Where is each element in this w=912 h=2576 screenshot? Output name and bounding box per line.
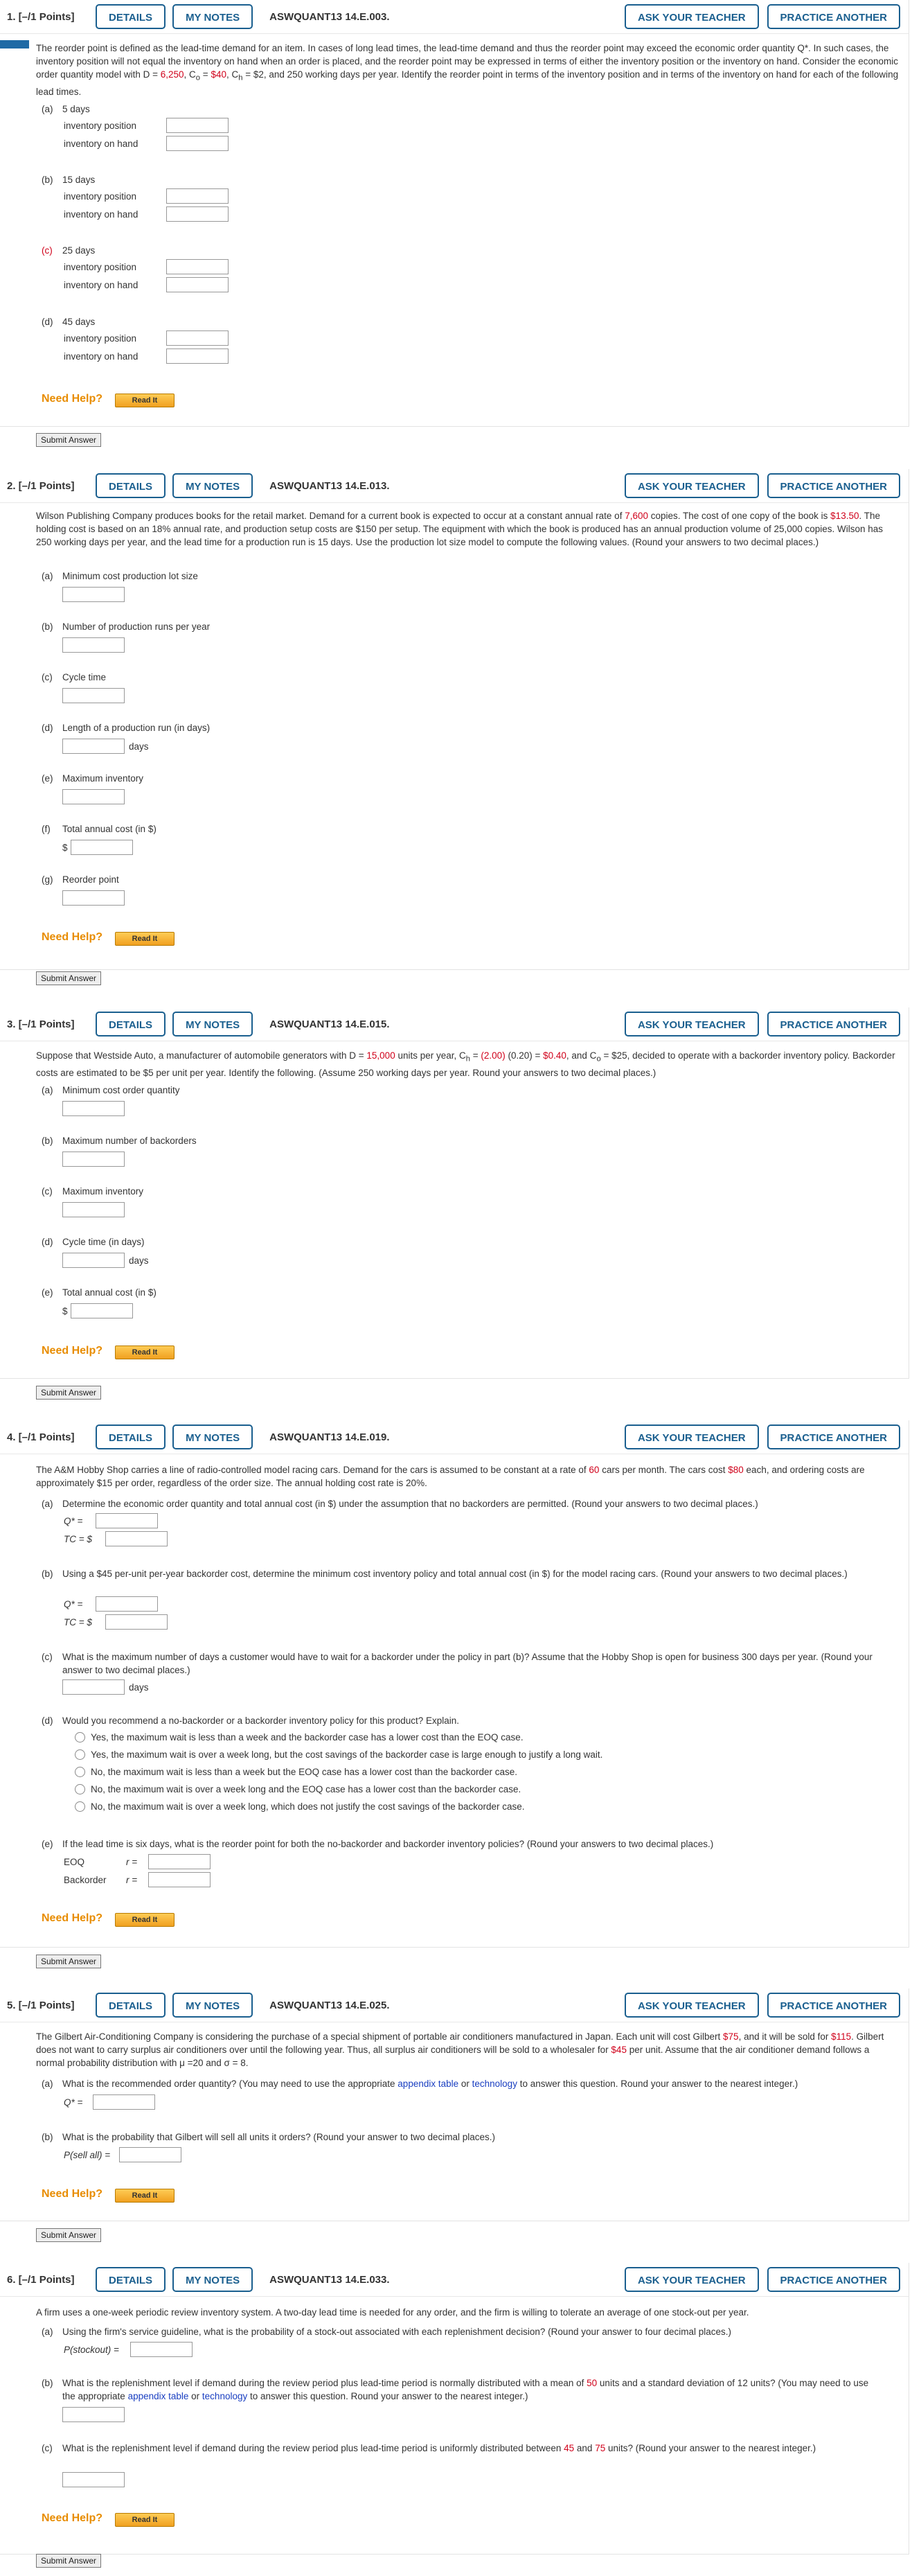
part-b (42, 2131, 881, 2144)
part-b (42, 1134, 881, 1147)
run-length-row (62, 739, 149, 754)
part-d (42, 315, 881, 328)
backorder-reorder-row (64, 1872, 211, 1887)
max-backorders-input[interactable] (62, 1152, 125, 1167)
value-salvage: $45 (611, 2045, 627, 2055)
stem-text: . Gilbert does not want to carry surplus air conditioners over until the following year. Thus, all surplus air conditioners will be sold to a wholesaler for (36, 2031, 884, 2055)
eoq-reorder-input[interactable] (148, 1854, 211, 1869)
question-header (0, 1420, 909, 1454)
part-text: Minimum cost order quantity (62, 1085, 180, 1095)
field-label: inventory on hand (64, 279, 138, 290)
practice-another-button[interactable]: PRACTICE ANOTHER (767, 1993, 900, 2018)
question-id: ASWQUANT13 14.E.033. (269, 2273, 390, 2286)
question-id: ASWQUANT13 14.E.019. (269, 1431, 390, 1443)
appendix-table-link[interactable]: appendix table (397, 2079, 459, 2089)
inventory-position-row (64, 188, 229, 204)
details-button[interactable]: DETAILS (96, 1424, 166, 1449)
unit-label: days (129, 1682, 149, 1693)
question-header (0, 1988, 909, 2022)
total-cost-input[interactable] (105, 1614, 168, 1630)
field-label: inventory on hand (64, 209, 138, 220)
my-notes-button[interactable]: MY NOTES (172, 1012, 253, 1036)
qstar-row (64, 2094, 155, 2110)
total-cost-row (62, 1303, 133, 1318)
stem-text: A firm uses a one-week periodic review inventory system. A two-day lead time is needed for any order, and the firm is willing to tolerate an average of one stock-out per year. (36, 2307, 749, 2318)
ask-teacher-button[interactable]: ASK YOUR TEACHER (625, 473, 759, 498)
question-stem (36, 1463, 900, 1490)
part-label: (c) (42, 1186, 53, 1197)
answer-input[interactable] (166, 188, 229, 204)
part-a (42, 1084, 881, 1097)
part-text: If the lead time is six days, what is the reorder point for both the no-backorder and backorder inventory policies? (Round your answers to two decimal places.) (62, 1839, 714, 1849)
question-id: ASWQUANT13 14.E.025. (269, 1999, 390, 2011)
question-number: 4. [–/1 Points] (7, 1431, 75, 1443)
value-mean: 50 (587, 2378, 598, 2388)
stem-text: copies. The cost of one copy of the book is (648, 511, 831, 521)
details-button[interactable]: DETAILS (96, 1993, 166, 2018)
unit-label: days (129, 741, 149, 752)
inventory-on-hand-row (64, 206, 229, 222)
part-label: (b) (42, 2378, 53, 2388)
stem-text: each, and ordering costs are approximately $15 per order, regardless of the order size. The annual holding cost rate is 20%. (36, 1465, 865, 1488)
my-notes-button[interactable]: MY NOTES (172, 1993, 253, 2018)
part-text: Using the firm's service guideline, what is the probability of a stock-out associated with each replenishment decision? (Round your answer to four decimal places.) (62, 2327, 732, 2337)
stem-text: The A&M Hobby Shop carries a line of radio-controlled model racing cars. Demand for the cars is assumed to be constant at a rate of (36, 1465, 589, 1475)
submit-answer-button[interactable]: Submit Answer (36, 2554, 101, 2568)
part-label: (b) (42, 621, 53, 632)
inventory-on-hand-row (64, 136, 229, 151)
value-ch: (2.00) (481, 1050, 506, 1061)
submit-answer-button[interactable]: Submit Answer (36, 433, 101, 447)
part-text: What is the maximum number of days a customer would have to wait for a backorder under the policy in part (b)? Assume that the Hobby Shop is open for business 300 days per year. (Round your answer to two decimal places.) (62, 1652, 873, 1675)
stem-text: Suppose that Westside Auto, a manufacturer of automobile generators with D = (36, 1050, 367, 1061)
wait-days-row (62, 1679, 149, 1695)
question-3 (0, 1007, 909, 1379)
stem-text: Wilson Publishing Company produces books for the retail market. Demand for a current book is expected to occur at a constant annual rate of (36, 511, 625, 521)
my-notes-button[interactable]: MY NOTES (172, 1424, 253, 1449)
stem-text: , C (184, 69, 196, 80)
part-label: (c) (42, 1652, 53, 1662)
question-stem (36, 1049, 900, 1079)
stem-text: = (470, 1050, 481, 1061)
wait-days-input[interactable] (62, 1679, 125, 1695)
question-number: 1. [–/1 Points] (7, 10, 75, 23)
qstar-row (64, 1596, 158, 1612)
value-d: 6,250 (160, 69, 184, 80)
part-text: or (188, 2391, 202, 2401)
field-label: Q* = (64, 1515, 83, 1526)
part-label: (d) (42, 317, 53, 327)
read-it-button[interactable]: Read It (115, 1913, 175, 1927)
part-label: (b) (42, 1569, 53, 1579)
stem-text: (0.20) = (505, 1050, 544, 1061)
stem-text: , and it will be sold for (738, 2031, 832, 2042)
value-cost: $13.50 (830, 511, 859, 521)
question-number: 2. [–/1 Points] (7, 479, 75, 492)
radio-option[interactable] (75, 1749, 602, 1760)
part-label: (e) (42, 1839, 53, 1849)
value-rate: 7,600 (625, 511, 648, 521)
value-rate: 60 (589, 1465, 600, 1475)
pstockout-row (64, 2342, 193, 2357)
part-text: Maximum inventory (62, 1186, 144, 1197)
part-label: (e) (42, 1287, 53, 1298)
lot-size-input[interactable] (62, 587, 125, 602)
question-stem (36, 2306, 900, 2319)
part-e (42, 1286, 881, 1299)
tc-row (64, 1531, 168, 1546)
part-text: Minimum cost production lot size (62, 571, 198, 581)
part-c (42, 2442, 881, 2455)
subscript: o (596, 1055, 601, 1064)
part-b (42, 1567, 881, 1580)
part-label: (b) (42, 175, 53, 185)
my-notes-button[interactable]: MY NOTES (172, 2267, 253, 2292)
part-label: (a) (42, 2327, 53, 2337)
answer-input[interactable] (166, 259, 229, 274)
part-label: (c) (42, 2443, 53, 2453)
part-label: (a) (42, 1499, 53, 1509)
details-button[interactable]: DETAILS (96, 473, 166, 498)
stem-text: = $25, decided to operate with a backorder inventory policy. Backorder costs are estimated to be $5 per unit per year. Identify the following. (Assume 250 working days per year. Round your answers to two decimal places.) (36, 1050, 895, 1078)
run-length-input[interactable] (62, 739, 125, 754)
stem-text: , C (226, 69, 239, 80)
submit-answer-button[interactable]: Submit Answer (36, 1955, 101, 1968)
appendix-table-link[interactable]: appendix table (127, 2391, 189, 2401)
part-text: Number of production runs per year (62, 621, 211, 632)
stem-text: per unit. Assume that the air conditioner demand follows a normal probability distribution with μ =20 and σ = 8. (36, 2045, 870, 2068)
max-inventory-input[interactable] (62, 1202, 125, 1217)
need-help-label: Need Help? (42, 1345, 103, 1357)
probability-input[interactable] (119, 2147, 181, 2162)
subscript: h (238, 73, 243, 82)
value-co: $40 (211, 69, 226, 80)
question-number: 3. [–/1 Points] (7, 1018, 75, 1030)
question-header (0, 469, 909, 503)
part-text: Length of a production run (in days) (62, 723, 211, 733)
ask-teacher-button[interactable]: ASK YOUR TEACHER (625, 2267, 759, 2292)
practice-another-button[interactable]: PRACTICE ANOTHER (767, 1012, 900, 1036)
question-number: 6. [–/1 Points] (7, 2273, 75, 2286)
cycle-time-input[interactable] (62, 688, 125, 703)
part-c (42, 671, 881, 684)
ask-teacher-button[interactable]: ASK YOUR TEACHER (625, 4, 759, 29)
subscript: h (465, 1055, 471, 1064)
eoq-reorder-row (64, 1854, 211, 1869)
value-low: 45 (564, 2443, 575, 2453)
cycle-time-input[interactable] (62, 1253, 125, 1268)
question-2 (0, 469, 909, 970)
part-label: (d) (42, 723, 53, 733)
part-label: (f) (42, 824, 51, 834)
part-text: 25 days (62, 245, 96, 256)
part-text: 15 days (62, 175, 96, 185)
part-text: Maximum number of backorders (62, 1136, 197, 1146)
ask-teacher-button[interactable]: ASK YOUR TEACHER (625, 1993, 759, 2018)
part-text: Using a $45 per-unit per-year backorder cost, determine the minimum cost inventory policy and total annual cost (in $) for the model racing cars. (Round your answers to two decimal places.) (62, 1569, 848, 1579)
details-button[interactable]: DETAILS (96, 1012, 166, 1036)
option-label[interactable]: No, the maximum wait is over a week long, which does not justify the cost savings of the backorder case. (91, 1801, 525, 1812)
part-text: Cycle time (in days) (62, 1237, 145, 1247)
replenishment-uniform-input[interactable] (62, 2472, 125, 2487)
my-notes-button[interactable]: MY NOTES (172, 4, 253, 29)
part-label: (c) (42, 245, 53, 256)
part-a (42, 2325, 881, 2338)
need-help-label: Need Help? (42, 931, 103, 943)
part-label: (a) (42, 1085, 53, 1095)
eoq-input[interactable] (96, 1513, 158, 1528)
field-label: TC = $ (64, 1616, 92, 1627)
field-label: inventory position (64, 191, 137, 202)
total-cost-row (62, 840, 133, 855)
radio-option[interactable] (75, 1784, 521, 1794)
part-text: What is the replenishment level if demand during the review period plus lead-time period is uniformly distributed between (62, 2443, 564, 2453)
stem-text: The Gilbert Air-Conditioning Company is considering the purchase of a special shipment of portable air conditioners manufactured in Japan. Each unit will cost Gilbert (36, 2031, 724, 2042)
part-label: (g) (42, 874, 53, 885)
question-id: ASWQUANT13 14.E.015. (269, 1018, 390, 1030)
technology-link[interactable]: technology (472, 2079, 517, 2089)
order-quantity-input[interactable] (96, 1596, 158, 1612)
field-label: inventory position (64, 333, 137, 344)
field-label: TC = $ (64, 1533, 92, 1544)
part-c (42, 244, 881, 257)
option-label[interactable]: Yes, the maximum wait is over a week long, but the cost savings of the backorder case is large enough to justify a long wait. (91, 1749, 603, 1760)
part-label: (a) (42, 571, 53, 581)
psell-row (64, 2147, 181, 2162)
radio-button[interactable] (75, 1767, 85, 1777)
practice-another-button[interactable]: PRACTICE ANOTHER (767, 1424, 900, 1449)
part-text: to answer this question. Round your answer to the nearest integer.) (247, 2391, 528, 2401)
read-it-button[interactable]: Read It (115, 1346, 175, 1359)
part-text: to answer this question. Round your answer to the nearest integer.) (517, 2079, 798, 2089)
need-help-label: Need Help? (42, 393, 103, 405)
field-label: P(stockout) = (64, 2344, 119, 2355)
need-help-label: Need Help? (42, 1912, 103, 1924)
question-stem (36, 2030, 900, 2070)
answer-input[interactable] (166, 330, 229, 346)
order-quantity-input[interactable] (62, 1101, 125, 1116)
inventory-position-row (64, 330, 229, 346)
runs-per-year-input[interactable] (62, 637, 125, 653)
part-text: Cycle time (62, 672, 107, 682)
part-text: Reorder point (62, 874, 119, 885)
field-label: Backorder (64, 1874, 107, 1885)
option-label[interactable]: No, the maximum wait is less than a week but the EOQ case has a lower cost than the backorder case. (91, 1767, 518, 1777)
max-inventory-input[interactable] (62, 789, 125, 804)
radio-option[interactable] (75, 1801, 525, 1812)
total-cost-input[interactable] (71, 1303, 133, 1318)
backorder-reorder-input[interactable] (148, 1872, 211, 1887)
part-text: or (458, 2079, 472, 2089)
technology-link[interactable]: technology (202, 2391, 248, 2401)
radio-button[interactable] (75, 1784, 85, 1794)
my-notes-button[interactable]: MY NOTES (172, 473, 253, 498)
part-text: Would you recommend a no-backorder or a backorder inventory policy for this product? Explain. (62, 1715, 460, 1726)
part-f (42, 822, 881, 836)
details-button[interactable]: DETAILS (96, 2267, 166, 2292)
inventory-position-row (64, 118, 229, 133)
cycle-time-row (62, 1253, 149, 1268)
part-text: units? (Round your answer to the nearest integer.) (605, 2443, 816, 2453)
total-cost-input[interactable] (71, 840, 133, 855)
value-price: $115 (831, 2031, 852, 2042)
submit-answer-button[interactable]: Submit Answer (36, 971, 101, 985)
answer-input[interactable] (166, 206, 229, 222)
reorder-point-input[interactable] (62, 890, 125, 906)
part-a (42, 103, 881, 116)
part-a (42, 2077, 881, 2090)
part-text: Total annual cost (in $) (62, 1287, 157, 1298)
option-label[interactable]: No, the maximum wait is over a week long and the EOQ case has a lower cost than the backorder case. (91, 1784, 521, 1794)
radio-option[interactable] (75, 1732, 524, 1743)
part-text: What is the replenishment level if demand during the review period plus lead-time period is normally distributed with a mean of (62, 2378, 587, 2388)
need-help-label: Need Help? (42, 2188, 103, 2200)
part-c (42, 1185, 881, 1198)
part-text: Maximum inventory (62, 773, 144, 784)
part-d (42, 721, 881, 734)
part-text: units and a standard deviation of 12 units? (You may need to use the appropriate (62, 2378, 869, 2401)
ask-teacher-button[interactable]: ASK YOUR TEACHER (625, 1012, 759, 1036)
inventory-on-hand-row (64, 277, 229, 292)
question-header (0, 1007, 909, 1041)
option-label[interactable]: Yes, the maximum wait is less than a week and the backorder case has a lower cost than the EOQ case. (91, 1732, 524, 1743)
question-4 (0, 1420, 909, 1948)
submit-answer-button[interactable]: Submit Answer (36, 2228, 101, 2242)
stem-text: cars per month. The cars cost (599, 1465, 728, 1475)
stem-text: . The holding cost is based on an 18% annual rate, and production setup costs are $150 per setup. The equipment with which the book is produced has an annual production volume of 25,000 copies. Wilson has 250 working days per year, and the lead time for a production run is 15 days. Use the production lot size model to compute the following values. (Round your answers to two decimal places.) (36, 511, 884, 547)
part-d (42, 1235, 881, 1249)
part-label: (c) (42, 672, 53, 682)
question-number: 5. [–/1 Points] (7, 1999, 75, 2011)
unit-label: days (129, 1255, 149, 1266)
stockout-probability-input[interactable] (130, 2342, 193, 2357)
radio-button[interactable] (75, 1732, 85, 1743)
value-d: 15,000 (366, 1050, 395, 1061)
question-header (0, 0, 909, 34)
part-e (42, 772, 881, 785)
part-b (42, 620, 881, 633)
field-label: inventory on hand (64, 138, 138, 149)
field-label: inventory position (64, 261, 137, 272)
part-c (42, 1650, 881, 1677)
part-label: (b) (42, 2132, 53, 2142)
part-text: What is the probability that Gilbert will sell all units it orders? (Round your answer to two decimal places.) (62, 2132, 496, 2142)
part-text: What is the recommended order quantity? (You may need to use the appropriate (62, 2079, 398, 2089)
answer-input[interactable] (166, 349, 229, 364)
question-stem (36, 42, 900, 98)
inventory-on-hand-row (64, 349, 229, 364)
field-label: r = (126, 1874, 138, 1885)
question-header (0, 2263, 909, 2297)
stem-text: units per year, C (395, 1050, 466, 1061)
stem-text: The reorder point is defined as the lead-time demand for an item. In cases of long lead times, the lead-time demand and thus the reorder point may exceed the economic order quantity Q*. In such cases, the inventory position will not equal the inventory on hand when an order is placed, and the reorder point may be expressed in terms of either the inventory position or the inventory on hand. Consider the economic order quantity model with D = (36, 43, 898, 80)
part-label: (d) (42, 1237, 53, 1247)
practice-another-button[interactable]: PRACTICE ANOTHER (767, 4, 900, 29)
radio-button[interactable] (75, 1749, 85, 1760)
field-label: Q* = (64, 1598, 83, 1609)
practice-another-button[interactable]: PRACTICE ANOTHER (767, 473, 900, 498)
question-1 (0, 0, 909, 427)
field-label: P(sell all) = (64, 2149, 111, 2160)
field-label: inventory position (64, 120, 137, 131)
field-label: inventory on hand (64, 351, 138, 362)
stem-text: = $2, and 250 working days per year. Identify the reorder point in terms of the inventory position and in terms of the inventory on hand for each of the following lead times. (36, 69, 899, 97)
inventory-position-row (64, 259, 229, 274)
part-text: 45 days (62, 317, 96, 327)
read-it-button[interactable]: Read It (115, 2513, 175, 2527)
part-text: Total annual cost (in $) (62, 824, 157, 834)
answer-input[interactable] (166, 136, 229, 151)
value-cost: $80 (728, 1465, 744, 1475)
question-id: ASWQUANT13 14.E.003. (269, 10, 390, 23)
tc-row (64, 1614, 168, 1630)
part-a (42, 1497, 881, 1510)
question-id: ASWQUANT13 14.E.013. (269, 479, 390, 492)
part-g (42, 873, 881, 886)
part-d (42, 1714, 881, 1727)
read-it-button[interactable]: Read It (115, 932, 175, 946)
value-ch-total: $0.40 (543, 1050, 566, 1061)
submit-answer-button[interactable]: Submit Answer (36, 1386, 101, 1400)
part-label: (e) (42, 773, 53, 784)
part-text: Determine the economic order quantity and total annual cost (in $) under the assumption that no backorders are permitted. (Round your answers to two decimal places.) (62, 1499, 758, 1509)
practice-another-button[interactable]: PRACTICE ANOTHER (767, 2267, 900, 2292)
part-b (42, 2376, 881, 2403)
answer-input[interactable] (166, 277, 229, 292)
part-label: (a) (42, 2079, 53, 2089)
subscript: o (195, 73, 201, 82)
currency-label: $ (62, 842, 68, 853)
answer-input[interactable] (166, 118, 229, 133)
radio-button[interactable] (75, 1801, 85, 1812)
field-label: Q* = (64, 2097, 83, 2108)
replenishment-normal-input[interactable] (62, 2407, 125, 2422)
stem-text: , and C (566, 1050, 597, 1061)
total-cost-input[interactable] (105, 1531, 168, 1546)
ask-teacher-button[interactable]: ASK YOUR TEACHER (625, 1424, 759, 1449)
order-quantity-input[interactable] (93, 2094, 155, 2110)
stem-text: = (200, 69, 211, 80)
field-label: EOQ (64, 1856, 85, 1867)
details-button[interactable]: DETAILS (96, 4, 166, 29)
question-6 (0, 2263, 909, 2555)
value-high: 75 (595, 2443, 606, 2453)
question-5 (0, 1988, 909, 2221)
value-cost: $75 (723, 2031, 739, 2042)
part-text: and (574, 2443, 596, 2453)
read-it-button[interactable]: Read It (115, 394, 175, 407)
part-label: (a) (42, 104, 53, 114)
currency-label: $ (62, 1305, 68, 1316)
radio-option[interactable] (75, 1767, 517, 1777)
field-label: r = (126, 1856, 138, 1867)
part-text: 5 days (62, 104, 90, 114)
part-label: (b) (42, 1136, 53, 1146)
read-it-button[interactable]: Read It (115, 2189, 175, 2203)
part-a (42, 570, 881, 583)
part-label: (d) (42, 1715, 53, 1726)
part-e (42, 1837, 881, 1851)
need-help-label: Need Help? (42, 2512, 103, 2524)
qstar-row (64, 1513, 158, 1528)
question-stem (36, 509, 900, 549)
part-b (42, 173, 881, 186)
